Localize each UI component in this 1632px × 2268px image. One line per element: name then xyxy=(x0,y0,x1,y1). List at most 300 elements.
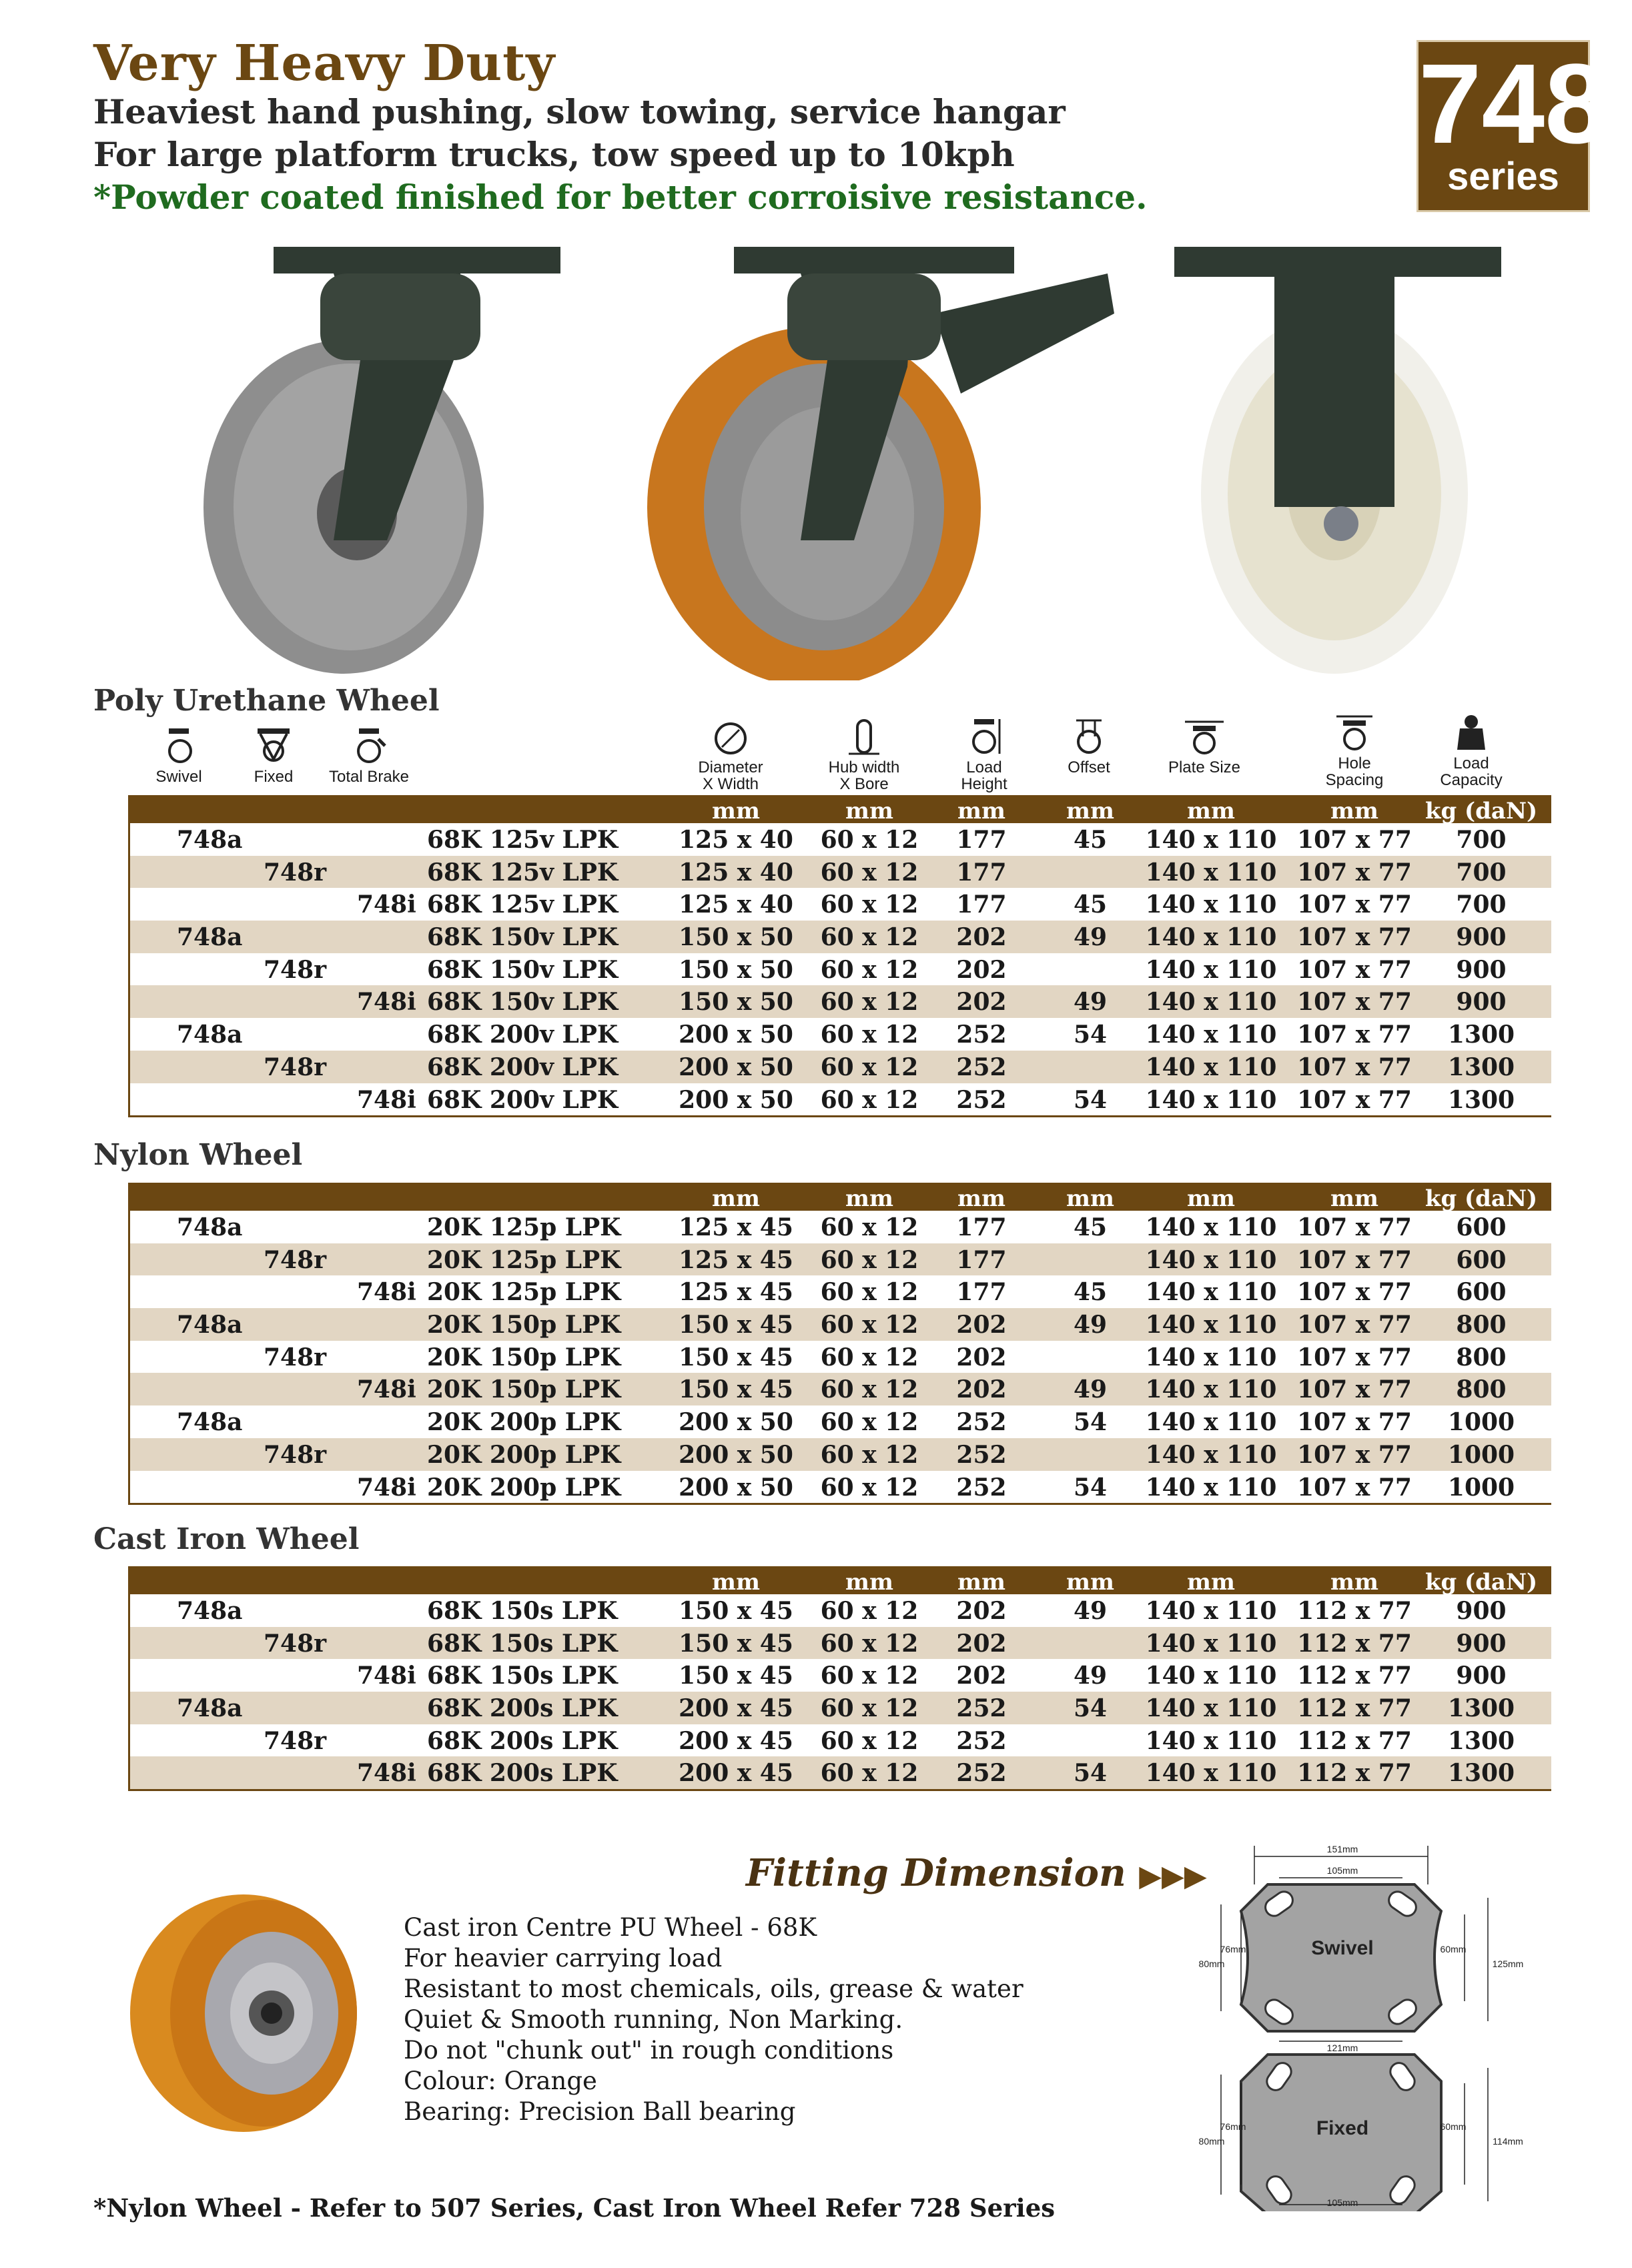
table-row xyxy=(130,1692,1551,1724)
table-cell: 60 x 12 xyxy=(820,1053,919,1081)
svg-text:105mm: 105mm xyxy=(1326,1865,1358,1876)
table-cell: 60 x 12 xyxy=(820,1629,919,1658)
table-cell: 177 xyxy=(956,891,1007,919)
table-cell: 20K 200p LPK xyxy=(427,1408,621,1437)
table-row xyxy=(130,1405,1551,1438)
table-cell: 125 x 45 xyxy=(679,1278,793,1307)
table-cell: 252 xyxy=(956,1726,1007,1755)
unit-label: mm xyxy=(1066,1185,1114,1212)
table-cell: 68K 150s LPK xyxy=(427,1629,618,1658)
load-height-icon: Load Height xyxy=(954,716,1014,792)
table-cell: 107 x 77 xyxy=(1297,1473,1412,1502)
table-cell: 748a xyxy=(177,1694,243,1723)
table-cell: 125 x 45 xyxy=(679,1245,793,1274)
table-cell: 748r xyxy=(264,858,327,887)
table-row xyxy=(130,1275,1551,1308)
units-header-row xyxy=(130,1183,1551,1211)
table-cell: 45 xyxy=(1073,891,1108,919)
table-row xyxy=(130,953,1551,986)
table-cell: 68K 200s LPK xyxy=(427,1694,618,1723)
table-cell: 107 x 77 xyxy=(1297,858,1412,887)
footnote: *Nylon Wheel - Refer to 507 Series, Cast Iron Wheel Refer 728 Series xyxy=(93,2193,1056,2223)
table-cell: 60 x 12 xyxy=(820,988,919,1017)
table-cell: 107 x 77 xyxy=(1297,923,1412,952)
table-cell: 1000 xyxy=(1447,1408,1515,1437)
table-cell: 200 x 50 xyxy=(679,1021,793,1049)
plate-size-icon: Plate Size xyxy=(1158,716,1251,776)
table-cell: 748r xyxy=(264,1245,327,1274)
table-cell: 107 x 77 xyxy=(1297,1375,1412,1404)
table-cell: 252 xyxy=(956,1694,1007,1723)
table-cell: 125 x 45 xyxy=(679,1213,793,1241)
powder-coat-note: *Powder coated finished for better corroisive resistance. xyxy=(93,177,1148,217)
table-cell: 202 xyxy=(956,1662,1007,1690)
table-cell: 900 xyxy=(1456,1629,1507,1658)
feature-line: Quiet & Smooth running, Non Marking. xyxy=(404,2005,903,2034)
unit-label: mm xyxy=(1187,798,1235,824)
table-row xyxy=(130,1724,1551,1757)
table-cell: 112 x 77 xyxy=(1297,1759,1412,1788)
table-cell: 200 x 50 xyxy=(679,1473,793,1502)
table-cell: 150 x 50 xyxy=(679,923,793,952)
table-cell: 140 x 110 xyxy=(1145,988,1277,1017)
table-cell: 202 xyxy=(956,1311,1007,1339)
svg-text:121mm: 121mm xyxy=(1326,2043,1358,2053)
table-cell: 54 xyxy=(1073,1473,1108,1502)
swivel-icon: Swivel xyxy=(152,726,206,785)
table-cell: 748r xyxy=(264,1629,327,1658)
unit-label: mm xyxy=(845,1185,893,1212)
table-cell: 60 x 12 xyxy=(820,1213,919,1241)
table-row xyxy=(130,1243,1551,1276)
fitting-dimension-diagram xyxy=(1194,1831,1528,2211)
pu-wheel-image xyxy=(123,1886,364,2140)
table-cell: 748r xyxy=(264,1343,327,1371)
unit-label: mm xyxy=(845,798,893,824)
table-cell: 202 xyxy=(956,955,1007,984)
table-cell: 1300 xyxy=(1447,1085,1515,1114)
table-cell: 1300 xyxy=(1447,1759,1515,1788)
table-cell: 748i xyxy=(357,891,416,919)
table-cell: 107 x 77 xyxy=(1297,988,1412,1017)
svg-text:80mm: 80mm xyxy=(1198,1958,1225,1969)
table-cell: 140 x 110 xyxy=(1145,1343,1277,1371)
feature-line: Cast iron Centre PU Wheel - 68K xyxy=(404,1913,817,1942)
table-cell: 150 x 45 xyxy=(679,1597,793,1625)
table-cell: 107 x 77 xyxy=(1297,1343,1412,1371)
units-header-row xyxy=(130,795,1551,823)
table-cell: 150 x 50 xyxy=(679,988,793,1017)
table-cell: 140 x 110 xyxy=(1145,1053,1277,1081)
table-cell: 60 x 12 xyxy=(820,1440,919,1469)
table-cell: 748a xyxy=(177,826,243,854)
table-cell: 140 x 110 xyxy=(1145,1408,1277,1437)
table-cell: 800 xyxy=(1456,1311,1507,1339)
table-cell: 748i xyxy=(357,1085,416,1114)
table-cell: 748a xyxy=(177,1597,243,1625)
table-cell: 107 x 77 xyxy=(1297,1213,1412,1241)
table-cell: 20K 125p LPK xyxy=(427,1278,621,1307)
feature-line: Do not "chunk out" in rough conditions xyxy=(404,2036,894,2065)
table-cell: 252 xyxy=(956,1053,1007,1081)
fitting-dimension-title: Fitting Dimension ▶▶▶ xyxy=(746,1851,1207,1895)
hole-spacing-icon: Hole Spacing xyxy=(1314,712,1394,788)
svg-text:114mm: 114mm xyxy=(1493,2136,1523,2147)
table-cell: 140 x 110 xyxy=(1145,923,1277,952)
table-cell: 68K 125v LPK xyxy=(427,891,619,919)
table-cell: 68K 200s LPK xyxy=(427,1759,618,1788)
table-cell: 748a xyxy=(177,1021,243,1049)
table-row xyxy=(130,1438,1551,1471)
table-cell: 140 x 110 xyxy=(1145,1473,1277,1502)
table-cell: 748a xyxy=(177,923,243,952)
table-row xyxy=(130,921,1551,953)
table-cell: 140 x 110 xyxy=(1145,1597,1277,1625)
table-cell: 112 x 77 xyxy=(1297,1662,1412,1690)
cast-iron-section-label: Cast Iron Wheel xyxy=(93,1522,360,1556)
svg-text:105mm: 105mm xyxy=(1326,2197,1358,2208)
table-cell: 900 xyxy=(1456,1662,1507,1690)
table-cell: 900 xyxy=(1456,988,1507,1017)
table-cell: 200 x 50 xyxy=(679,1085,793,1114)
svg-text:60mm: 60mm xyxy=(1440,2121,1467,2132)
table-row xyxy=(130,1018,1551,1051)
table-cell: 1300 xyxy=(1447,1021,1515,1049)
table-cell: 125 x 40 xyxy=(679,891,793,919)
svg-text:80mm: 80mm xyxy=(1198,2136,1225,2147)
table-cell: 150 x 45 xyxy=(679,1343,793,1371)
table-cell: 107 x 77 xyxy=(1297,1245,1412,1274)
table-cell: 60 x 12 xyxy=(820,1597,919,1625)
fixed-nylon-caster-image xyxy=(1161,227,1508,680)
table-cell: 140 x 110 xyxy=(1145,891,1277,919)
table-cell: 107 x 77 xyxy=(1297,1408,1412,1437)
table-cell: 112 x 77 xyxy=(1297,1629,1412,1658)
table-cell: 68K 150v LPK xyxy=(427,955,619,984)
table-cell: 150 x 45 xyxy=(679,1375,793,1404)
table-cell: 49 xyxy=(1073,1375,1108,1404)
table-cell: 49 xyxy=(1073,1662,1108,1690)
table-cell: 140 x 110 xyxy=(1145,1021,1277,1049)
table-cell: 748r xyxy=(264,1053,327,1081)
table-cell: 800 xyxy=(1456,1343,1507,1371)
table-cell: 68K 200v LPK xyxy=(427,1085,619,1114)
table-cell: 140 x 110 xyxy=(1145,1311,1277,1339)
table-cell: 200 x 50 xyxy=(679,1408,793,1437)
unit-label: mm xyxy=(957,1185,1005,1212)
table-cell: 748i xyxy=(357,988,416,1017)
table-row xyxy=(130,1373,1551,1405)
table-row xyxy=(130,1594,1551,1627)
table-cell: 20K 150p LPK xyxy=(427,1375,621,1404)
table-cell: 54 xyxy=(1073,1759,1108,1788)
table-cell: 1300 xyxy=(1447,1694,1515,1723)
table-cell: 1300 xyxy=(1447,1053,1515,1081)
unit-label: mm xyxy=(1187,1569,1235,1596)
unit-label: kg (daN) xyxy=(1424,1185,1538,1212)
table-cell: 700 xyxy=(1456,826,1507,854)
table-cell: 177 xyxy=(956,1213,1007,1241)
table-cell: 112 x 77 xyxy=(1297,1726,1412,1755)
table-cell: 140 x 110 xyxy=(1145,1694,1277,1723)
table-cell: 54 xyxy=(1073,1021,1108,1049)
table-cell: 800 xyxy=(1456,1375,1507,1404)
poly-urethane-section-label: Poly Urethane Wheel xyxy=(93,684,440,718)
table-cell: 140 x 110 xyxy=(1145,1245,1277,1274)
table-cell: 60 x 12 xyxy=(820,1759,919,1788)
table-cell: 700 xyxy=(1456,891,1507,919)
table-row xyxy=(130,1051,1551,1083)
table-cell: 54 xyxy=(1073,1085,1108,1114)
unit-label: mm xyxy=(712,1569,760,1596)
table-cell: 20K 200p LPK xyxy=(427,1473,621,1502)
series-number: 748 xyxy=(1418,41,1608,167)
svg-text:151mm: 151mm xyxy=(1326,1844,1358,1854)
svg-text:76mm: 76mm xyxy=(1220,2121,1246,2132)
table-cell: 60 x 12 xyxy=(820,1245,919,1274)
table-cell: 45 xyxy=(1073,826,1108,854)
table-cell: 177 xyxy=(956,1245,1007,1274)
table-cell: 68K 125v LPK xyxy=(427,858,619,887)
table-cell: 748a xyxy=(177,1408,243,1437)
table-cell: 252 xyxy=(956,1085,1007,1114)
table-cell: 140 x 110 xyxy=(1145,1629,1277,1658)
table-cell: 60 x 12 xyxy=(820,826,919,854)
table-row xyxy=(130,823,1551,856)
nylon-table xyxy=(128,1183,1551,1505)
subtitle-line-1: Heaviest hand pushing, slow towing, service hangar xyxy=(93,92,1066,131)
table-cell: 107 x 77 xyxy=(1297,1021,1412,1049)
table-row xyxy=(130,1471,1551,1504)
table-cell: 60 x 12 xyxy=(820,955,919,984)
table-cell: 200 x 50 xyxy=(679,1053,793,1081)
unit-label: mm xyxy=(845,1569,893,1596)
table-cell: 49 xyxy=(1073,1311,1108,1339)
table-cell: 49 xyxy=(1073,923,1108,952)
svg-text:76mm: 76mm xyxy=(1220,1944,1246,1954)
table-cell: 107 x 77 xyxy=(1297,826,1412,854)
table-cell: 748a xyxy=(177,1311,243,1339)
swivel-plate-label: Swivel xyxy=(1311,1937,1374,1959)
table-cell: 140 x 110 xyxy=(1145,1759,1277,1788)
table-row xyxy=(130,1659,1551,1692)
table-cell: 252 xyxy=(956,1473,1007,1502)
table-cell: 1000 xyxy=(1447,1473,1515,1502)
table-cell: 600 xyxy=(1456,1245,1507,1274)
table-cell: 150 x 50 xyxy=(679,955,793,984)
table-cell: 200 x 45 xyxy=(679,1726,793,1755)
poly-urethane-table xyxy=(128,795,1551,1117)
table-cell: 252 xyxy=(956,1759,1007,1788)
table-cell: 140 x 110 xyxy=(1145,1726,1277,1755)
fixed-icon: Fixed xyxy=(247,726,300,785)
fixed-plate-label: Fixed xyxy=(1316,2117,1369,2139)
table-cell: 252 xyxy=(956,1408,1007,1437)
table-cell: 252 xyxy=(956,1021,1007,1049)
unit-label: mm xyxy=(957,1569,1005,1596)
series-text: series xyxy=(1447,155,1559,198)
table-cell: 68K 200s LPK xyxy=(427,1726,618,1755)
subtitle-line-2: For large platform trucks, tow speed up to 10kph xyxy=(93,135,1015,174)
table-cell: 54 xyxy=(1073,1694,1108,1723)
table-cell: 112 x 77 xyxy=(1297,1694,1412,1723)
table-cell: 60 x 12 xyxy=(820,1694,919,1723)
table-row xyxy=(130,1083,1551,1116)
table-cell: 900 xyxy=(1456,955,1507,984)
table-cell: 202 xyxy=(956,1343,1007,1371)
table-cell: 140 x 110 xyxy=(1145,1085,1277,1114)
table-cell: 112 x 77 xyxy=(1297,1597,1412,1625)
table-cell: 60 x 12 xyxy=(820,858,919,887)
unit-label: mm xyxy=(712,798,760,824)
table-cell: 748i xyxy=(357,1278,416,1307)
unit-label: mm xyxy=(1066,798,1114,824)
table-cell: 1000 xyxy=(1447,1440,1515,1469)
table-cell: 107 x 77 xyxy=(1297,955,1412,984)
table-cell: 150 x 45 xyxy=(679,1629,793,1658)
total-brake-pu-caster-image xyxy=(614,227,1121,680)
table-cell: 107 x 77 xyxy=(1297,1278,1412,1307)
series-badge xyxy=(1416,40,1608,212)
unit-label: mm xyxy=(1330,798,1378,824)
table-cell: 20K 150p LPK xyxy=(427,1343,621,1371)
table-cell: 125 x 40 xyxy=(679,858,793,887)
unit-label: mm xyxy=(1330,1569,1378,1596)
table-cell: 900 xyxy=(1456,923,1507,952)
offset-icon: Offset xyxy=(1059,716,1119,776)
table-cell: 600 xyxy=(1456,1278,1507,1307)
table-cell: 252 xyxy=(956,1440,1007,1469)
table-cell: 748i xyxy=(357,1662,416,1690)
table-cell: 60 x 12 xyxy=(820,1021,919,1049)
table-cell: 45 xyxy=(1073,1278,1108,1307)
table-cell: 107 x 77 xyxy=(1297,1311,1412,1339)
table-cell: 107 x 77 xyxy=(1297,891,1412,919)
nylon-section-label: Nylon Wheel xyxy=(93,1138,303,1172)
hub-width-icon: Hub width X Bore xyxy=(824,716,904,792)
table-cell: 140 x 110 xyxy=(1145,1440,1277,1469)
table-cell: 68K 150s LPK xyxy=(427,1662,618,1690)
table-cell: 107 x 77 xyxy=(1297,1053,1412,1081)
table-cell: 700 xyxy=(1456,858,1507,887)
table-cell: 202 xyxy=(956,988,1007,1017)
table-row xyxy=(130,985,1551,1018)
table-cell: 1300 xyxy=(1447,1726,1515,1755)
unit-label: kg (daN) xyxy=(1424,798,1538,824)
table-cell: 202 xyxy=(956,1629,1007,1658)
feature-line: For heavier carrying load xyxy=(404,1944,723,1972)
table-cell: 20K 125p LPK xyxy=(427,1213,621,1241)
table-row xyxy=(130,1308,1551,1341)
table-cell: 150 x 45 xyxy=(679,1311,793,1339)
table-row xyxy=(130,856,1551,889)
units-header-row xyxy=(130,1566,1551,1594)
unit-label: mm xyxy=(1330,1185,1378,1212)
unit-label: kg (daN) xyxy=(1424,1569,1538,1596)
table-cell: 68K 200v LPK xyxy=(427,1021,619,1049)
feature-line: Colour: Orange xyxy=(404,2067,597,2095)
table-cell: 60 x 12 xyxy=(820,1408,919,1437)
table-cell: 748r xyxy=(264,1440,327,1469)
table-cell: 900 xyxy=(1456,1597,1507,1625)
table-row xyxy=(130,888,1551,921)
table-cell: 200 x 45 xyxy=(679,1694,793,1723)
table-cell: 68K 125v LPK xyxy=(427,826,619,854)
table-cell: 200 x 45 xyxy=(679,1759,793,1788)
table-cell: 748i xyxy=(357,1375,416,1404)
table-cell: 60 x 12 xyxy=(820,1375,919,1404)
table-cell: 140 x 110 xyxy=(1145,1375,1277,1404)
feature-line: Bearing: Precision Ball bearing xyxy=(404,2097,796,2126)
table-cell: 45 xyxy=(1073,1213,1108,1241)
table-cell: 202 xyxy=(956,1375,1007,1404)
table-row xyxy=(130,1756,1551,1789)
table-cell: 140 x 110 xyxy=(1145,826,1277,854)
page-title: Very Heavy Duty xyxy=(93,35,556,92)
table-cell: 20K 150p LPK xyxy=(427,1311,621,1339)
table-cell: 107 x 77 xyxy=(1297,1085,1412,1114)
diameter-icon: Diameter X Width xyxy=(694,720,767,792)
table-cell: 60 x 12 xyxy=(820,1726,919,1755)
table-cell: 60 x 12 xyxy=(820,891,919,919)
table-cell: 49 xyxy=(1073,1597,1108,1625)
unit-label: mm xyxy=(712,1185,760,1212)
table-cell: 68K 150s LPK xyxy=(427,1597,618,1625)
table-cell: 177 xyxy=(956,826,1007,854)
unit-label: mm xyxy=(957,798,1005,824)
table-cell: 60 x 12 xyxy=(820,1662,919,1690)
table-cell: 177 xyxy=(956,1278,1007,1307)
table-row xyxy=(130,1211,1551,1243)
table-cell: 60 x 12 xyxy=(820,1343,919,1371)
table-cell: 68K 150v LPK xyxy=(427,988,619,1017)
table-cell: 60 x 12 xyxy=(820,1085,919,1114)
table-cell: 54 xyxy=(1073,1408,1108,1437)
table-cell: 150 x 45 xyxy=(679,1662,793,1690)
table-cell: 202 xyxy=(956,923,1007,952)
table-row xyxy=(130,1627,1551,1660)
table-cell: 140 x 110 xyxy=(1145,1278,1277,1307)
feature-line: Resistant to most chemicals, oils, grease & water xyxy=(404,1974,1024,2003)
unit-label: mm xyxy=(1066,1569,1114,1596)
table-cell: 140 x 110 xyxy=(1145,955,1277,984)
table-cell: 140 x 110 xyxy=(1145,858,1277,887)
table-cell: 60 x 12 xyxy=(820,1311,919,1339)
table-cell: 140 x 110 xyxy=(1145,1213,1277,1241)
table-cell: 60 x 12 xyxy=(820,1278,919,1307)
load-capacity-icon: Load Capacity xyxy=(1431,712,1511,788)
arrows-icon: ▶▶▶ xyxy=(1139,1859,1207,1893)
swivel-cast-iron-caster-image xyxy=(167,227,580,680)
table-cell: 60 x 12 xyxy=(820,1473,919,1502)
table-cell: 68K 150v LPK xyxy=(427,923,619,952)
table-cell: 202 xyxy=(956,1597,1007,1625)
table-cell: 177 xyxy=(956,858,1007,887)
table-cell: 600 xyxy=(1456,1213,1507,1241)
total-brake-icon: Total Brake xyxy=(326,726,412,785)
table-cell: 107 x 77 xyxy=(1297,1440,1412,1469)
table-cell: 68K 200v LPK xyxy=(427,1053,619,1081)
table-cell: 748r xyxy=(264,1726,327,1755)
table-cell: 125 x 40 xyxy=(679,826,793,854)
table-cell: 60 x 12 xyxy=(820,923,919,952)
table-cell: 748i xyxy=(357,1759,416,1788)
table-cell: 200 x 50 xyxy=(679,1440,793,1469)
unit-label: mm xyxy=(1187,1185,1235,1212)
table-cell: 20K 200p LPK xyxy=(427,1440,621,1469)
table-cell: 140 x 110 xyxy=(1145,1662,1277,1690)
svg-text:125mm: 125mm xyxy=(1492,1958,1524,1969)
